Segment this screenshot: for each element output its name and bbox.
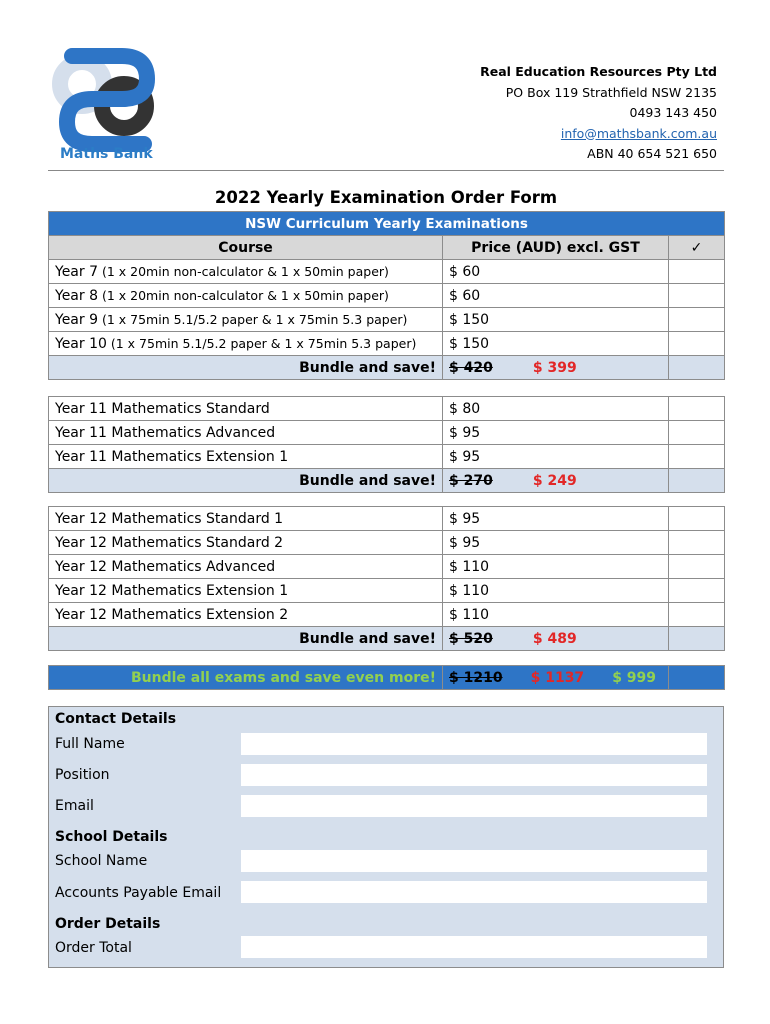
- course-cell: Year 12 Mathematics Advanced: [49, 555, 443, 579]
- year12-exams-table: [48, 506, 725, 651]
- brand-name: Maths Bank: [60, 146, 153, 162]
- contact-details-heading: Contact Details: [55, 711, 177, 727]
- table-row: [49, 332, 725, 356]
- accounts-email-field[interactable]: [241, 881, 707, 903]
- position-field[interactable]: [241, 764, 707, 786]
- position-label: Position: [55, 767, 110, 783]
- all-bundle-row: [49, 666, 725, 690]
- all-bundle-label: Bundle all exams and save even more!: [49, 666, 443, 690]
- all-bundle-checkbox[interactable]: [669, 666, 725, 690]
- accounts-email-label: Accounts Payable Email: [55, 885, 222, 901]
- bundle-row: [49, 356, 725, 380]
- table-row: [49, 308, 725, 332]
- company-abn: ABN 40 654 521 650: [587, 146, 717, 161]
- select-checkbox[interactable]: [669, 507, 725, 531]
- order-total-field[interactable]: [241, 936, 707, 958]
- company-address: PO Box 119 Strathfield NSW 2135: [505, 84, 717, 100]
- course-cell: Year 11 Mathematics Extension 1: [49, 445, 443, 469]
- school-name-label: School Name: [55, 853, 148, 869]
- price-cell: $ 60: [443, 260, 669, 284]
- course-cell: Year 7 (1 x 20min non-calculator & 1 x 50min paper): [49, 260, 443, 284]
- company-email-link[interactable]: info@mathsbank.com.au: [560, 125, 717, 141]
- header-divider: [48, 170, 724, 171]
- all-bundle-price: $ 1210 $ 1137 $ 999: [443, 666, 669, 690]
- table-row: [49, 555, 725, 579]
- price-cell: $ 95: [443, 531, 669, 555]
- table-row: [49, 445, 725, 469]
- price-cell: $ 95: [443, 421, 669, 445]
- email-field[interactable]: [241, 795, 707, 817]
- table-row: [49, 531, 725, 555]
- school-details-heading: School Details: [55, 829, 168, 845]
- full-name-field[interactable]: [241, 733, 707, 755]
- year11-exams-table: [48, 396, 725, 493]
- select-checkbox[interactable]: [669, 579, 725, 603]
- table-row: [49, 284, 725, 308]
- bundle-row: [49, 469, 725, 493]
- price-cell: $ 110: [443, 579, 669, 603]
- select-checkbox[interactable]: [669, 397, 725, 421]
- bundle-price: $ 520 $ 489: [443, 627, 669, 651]
- course-cell: Year 12 Mathematics Standard 1: [49, 507, 443, 531]
- check-header-icon: ✓: [669, 236, 725, 260]
- order-total-label: Order Total: [55, 940, 132, 956]
- course-cell: Year 12 Mathematics Extension 1: [49, 579, 443, 603]
- select-checkbox[interactable]: [669, 421, 725, 445]
- select-checkbox[interactable]: [669, 603, 725, 627]
- all-bundle-table: [48, 665, 725, 690]
- select-checkbox[interactable]: [669, 260, 725, 284]
- bundle-label: Bundle and save!: [49, 469, 443, 493]
- bundle-checkbox[interactable]: [669, 469, 725, 493]
- email-label: Email: [55, 798, 94, 814]
- course-cell: Year 8 (1 x 20min non-calculator & 1 x 50min paper): [49, 284, 443, 308]
- table-row: [49, 579, 725, 603]
- table-row: [49, 397, 725, 421]
- price-cell: $ 150: [443, 308, 669, 332]
- select-checkbox[interactable]: [669, 332, 725, 356]
- bundle-checkbox[interactable]: [669, 356, 725, 380]
- course-cell: Year 11 Mathematics Standard: [49, 397, 443, 421]
- course-cell: Year 12 Mathematics Standard 2: [49, 531, 443, 555]
- price-cell: $ 110: [443, 555, 669, 579]
- full-name-label: Full Name: [55, 736, 125, 752]
- course-cell: Year 9 (1 x 75min 5.1/5.2 paper & 1 x 75min 5.3 paper): [49, 308, 443, 332]
- bundle-label: Bundle and save!: [49, 356, 443, 380]
- select-checkbox[interactable]: [669, 555, 725, 579]
- select-checkbox[interactable]: [669, 284, 725, 308]
- junior-exams-table: [48, 211, 725, 380]
- table-row: [49, 603, 725, 627]
- select-checkbox[interactable]: [669, 445, 725, 469]
- table-row: [49, 260, 725, 284]
- bundle-checkbox[interactable]: [669, 627, 725, 651]
- course-cell: Year 10 (1 x 75min 5.1/5.2 paper & 1 x 75min 5.3 paper): [49, 332, 443, 356]
- curriculum-banner: NSW Curriculum Yearly Examinations: [49, 212, 725, 236]
- price-cell: $ 95: [443, 445, 669, 469]
- school-name-field[interactable]: [241, 850, 707, 872]
- bundle-label: Bundle and save!: [49, 627, 443, 651]
- price-header: Price (AUD) excl. GST: [443, 236, 669, 260]
- bundle-price: $ 420 $ 399: [443, 356, 669, 380]
- company-details: [480, 62, 717, 165]
- details-section: [48, 706, 724, 968]
- table-row: [49, 507, 725, 531]
- bundle-price: $ 270 $ 249: [443, 469, 669, 493]
- price-cell: $ 110: [443, 603, 669, 627]
- course-cell: Year 11 Mathematics Advanced: [49, 421, 443, 445]
- price-cell: $ 95: [443, 507, 669, 531]
- course-header: Course: [49, 236, 443, 260]
- price-cell: $ 150: [443, 332, 669, 356]
- order-details-heading: Order Details: [55, 916, 161, 932]
- price-cell: $ 80: [443, 397, 669, 421]
- company-phone: 0493 143 450: [629, 105, 717, 120]
- table-row: [49, 421, 725, 445]
- course-cell: Year 12 Mathematics Extension 2: [49, 603, 443, 627]
- price-cell: $ 60: [443, 284, 669, 308]
- select-checkbox[interactable]: [669, 531, 725, 555]
- select-checkbox[interactable]: [669, 308, 725, 332]
- company-name: Real Education Resources Pty Ltd: [480, 64, 717, 79]
- bundle-row: [49, 627, 725, 651]
- form-title: 2022 Yearly Examination Order Form: [214, 188, 558, 207]
